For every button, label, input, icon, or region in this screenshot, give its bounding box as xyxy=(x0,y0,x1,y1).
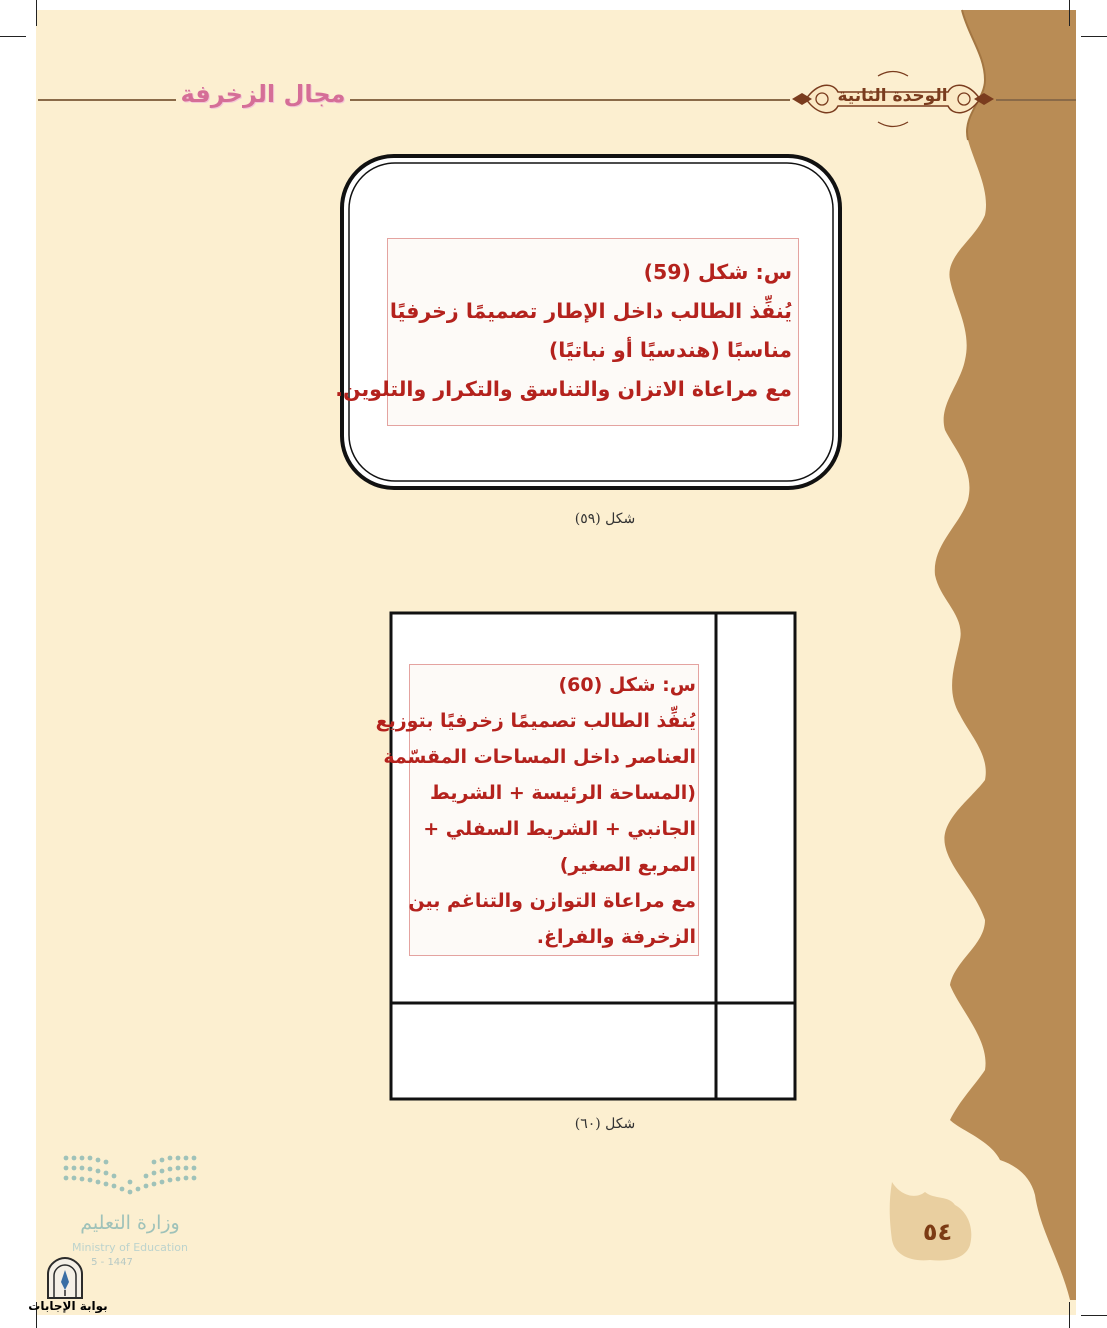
header-rule-left xyxy=(38,99,176,101)
ministry-name: وزارة التعليم xyxy=(80,1212,180,1234)
portal-logo-icon xyxy=(42,1256,88,1300)
question-line: مع مراعاة التوازن والتناغم بين xyxy=(408,890,696,912)
question-line: (المساحة الرئيسة + الشريط xyxy=(429,782,696,804)
question-line: مع مراعاة الاتزان والتناسق والتكرار والتلوين. xyxy=(335,377,792,401)
question-line: المربع الصغير) xyxy=(559,854,696,876)
portal-name: بوابة الإجابات xyxy=(28,1299,108,1313)
crop-mark xyxy=(1081,36,1107,37)
page-number: ٥٤ xyxy=(922,1218,953,1246)
question-box-60 xyxy=(375,664,699,956)
ministry-name-en: Ministry of Education xyxy=(71,1241,188,1254)
field-title: مجال الزخرفة xyxy=(180,80,346,108)
question-line: س: شكل (60) xyxy=(558,674,696,696)
crop-mark xyxy=(1069,1302,1070,1328)
question-line: مناسبًا (هندسيًا أو نباتيًا) xyxy=(548,338,792,362)
crop-mark xyxy=(1081,1315,1107,1316)
question-box-59 xyxy=(335,238,799,426)
crop-mark xyxy=(0,36,26,37)
question-line: س: شكل (59) xyxy=(643,260,792,284)
crop-mark xyxy=(36,0,37,26)
question-line: الزخرفة والفراغ. xyxy=(536,926,696,948)
figure-60-caption: شكل (٦٠) xyxy=(574,1116,636,1132)
header-rule-middle xyxy=(350,99,790,101)
ministry-logo-icon xyxy=(60,1152,200,1202)
unit-label: الوحدة الثانية xyxy=(837,86,948,106)
question-line: العناصر داخل المساحات المقسّمة xyxy=(383,746,696,768)
question-line: الجانبي + الشريط السفلي + xyxy=(423,818,696,840)
crop-mark xyxy=(1069,0,1070,26)
question-line: يُنفِّذ الطالب داخل الإطار تصميمًا زخرفيًا xyxy=(389,299,792,323)
question-line: يُنفِّذ الطالب تصميمًا زخرفيًا بتوزيع xyxy=(375,710,696,732)
figure-59-caption: شكل (٥٩) xyxy=(574,511,636,527)
ministry-years: 5 - 1447 xyxy=(91,1257,133,1268)
header-rule-right xyxy=(996,99,1076,101)
